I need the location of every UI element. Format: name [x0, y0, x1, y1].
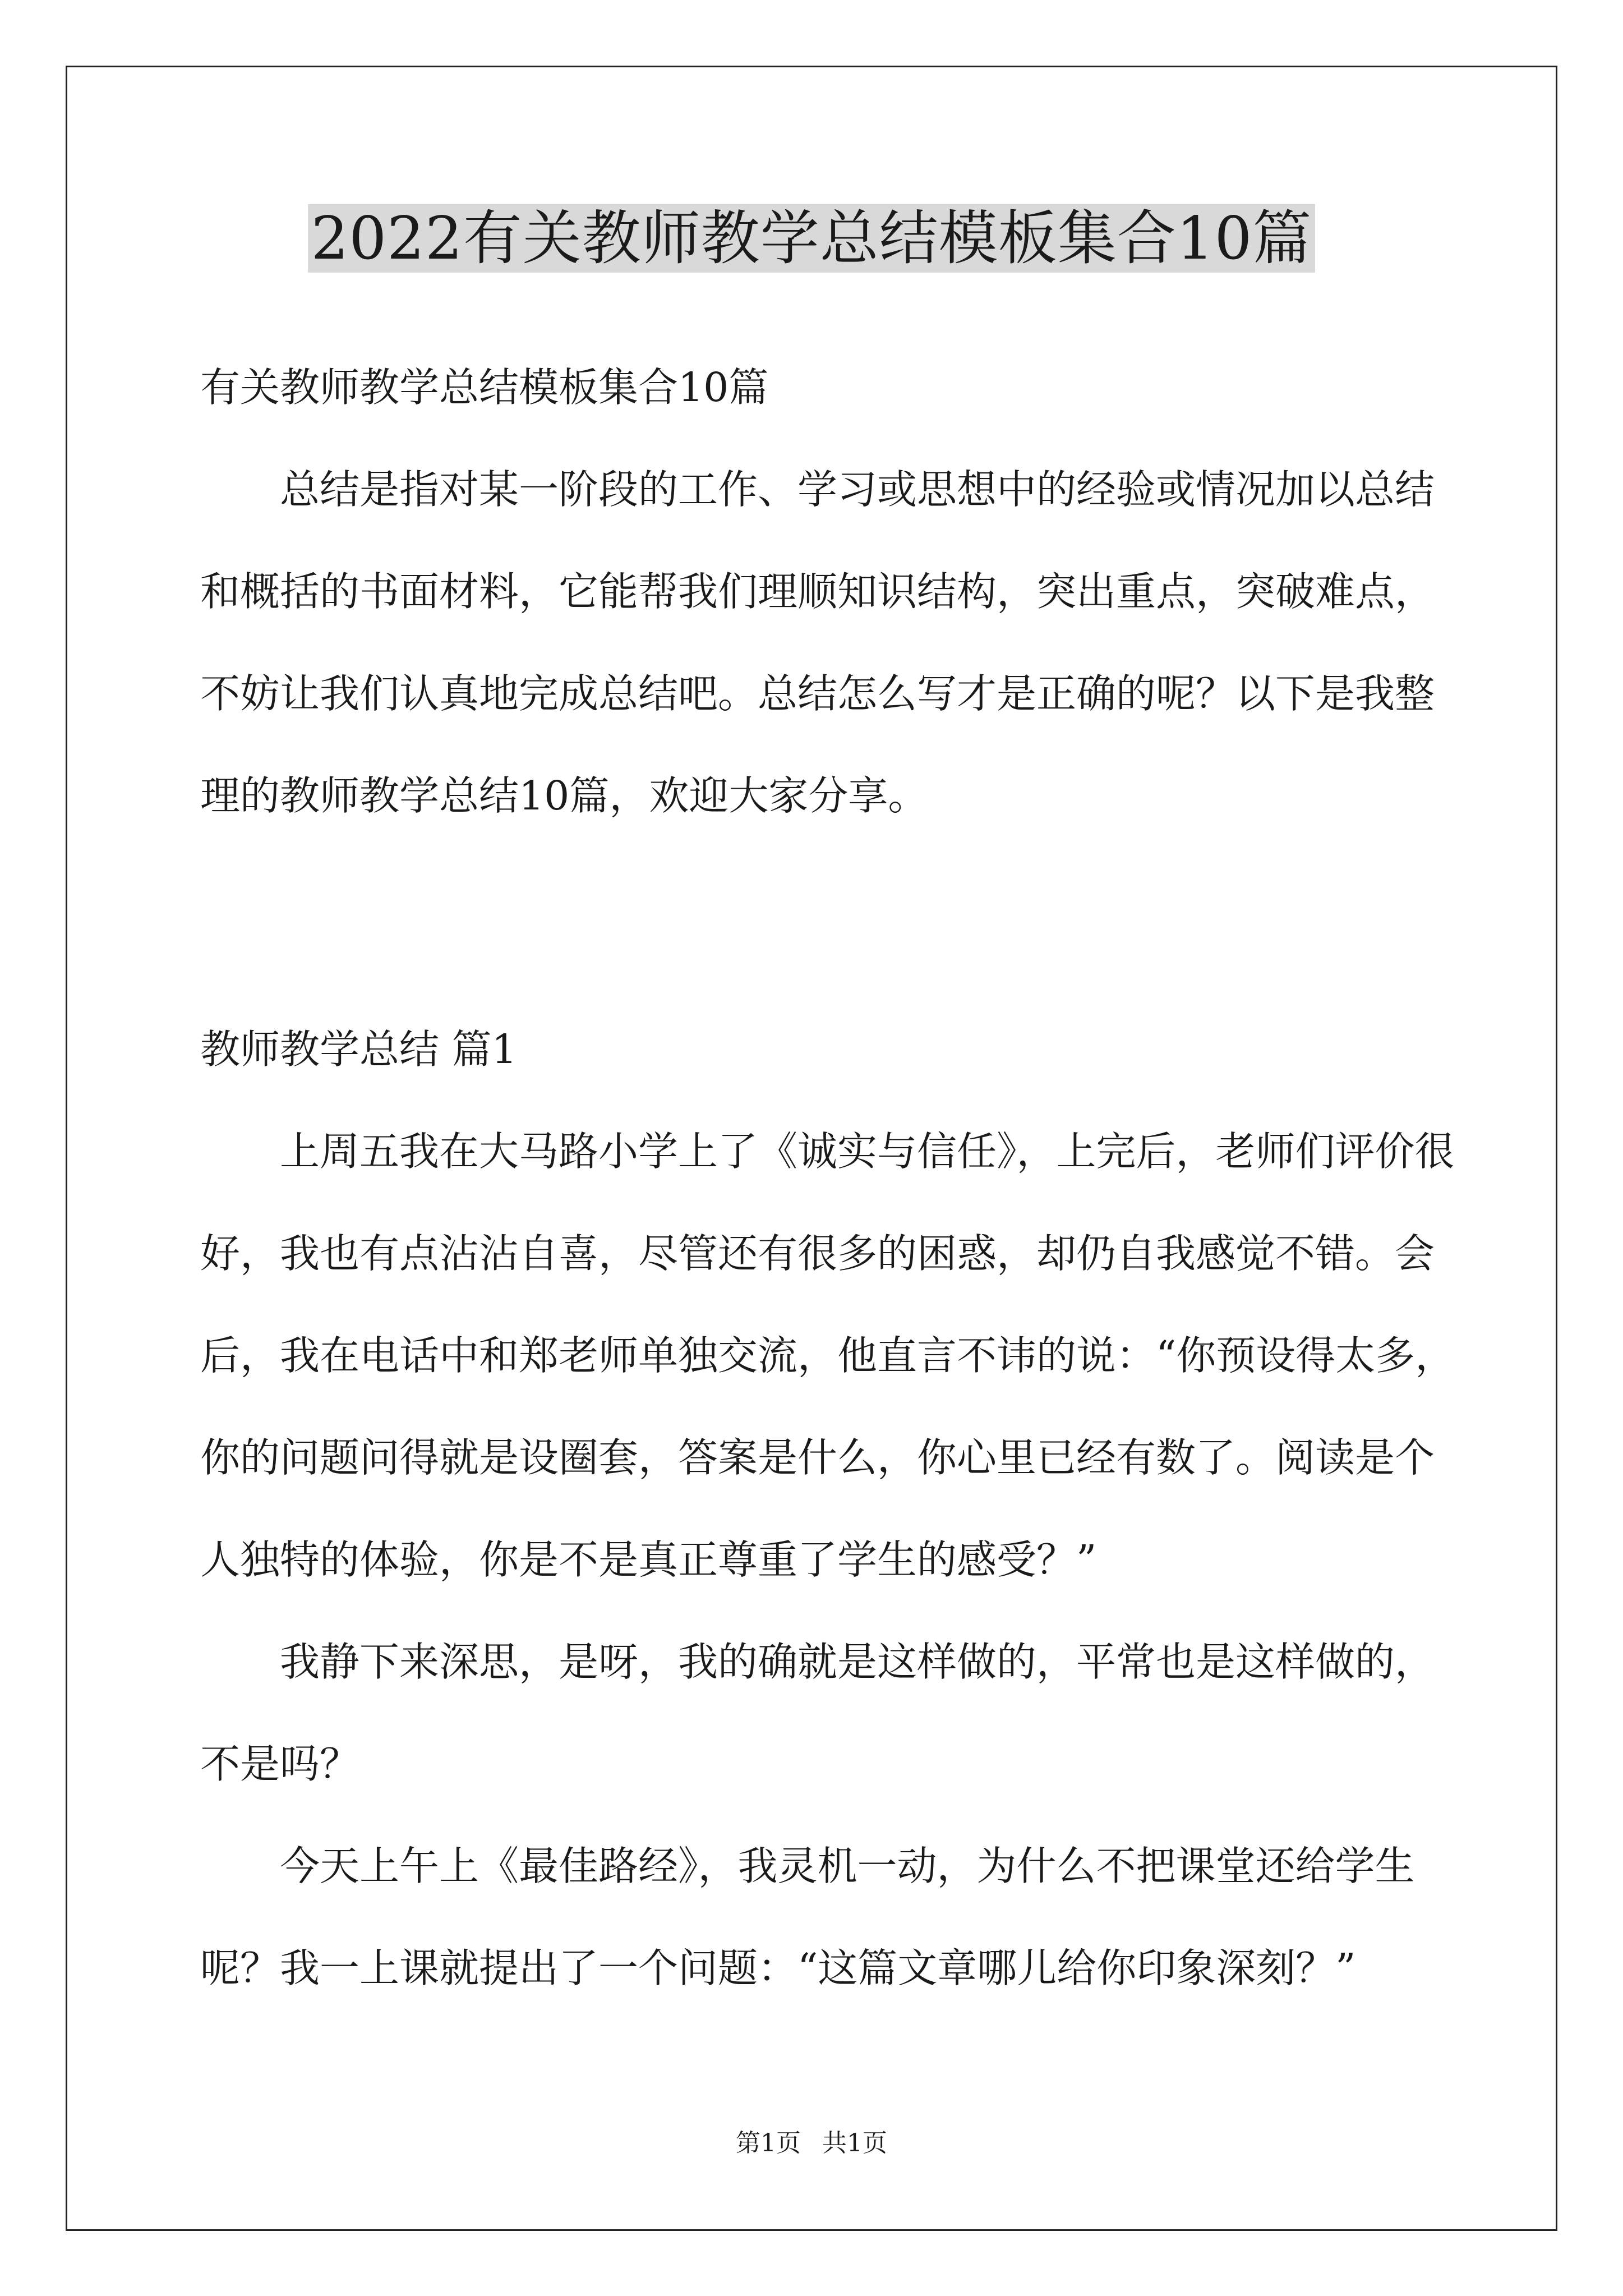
- document-body: [200, 337, 1462, 847]
- intro-paragraph: 总结是指对某一阶段的工作、学习或思想中的经验或情况加以总结和概括的书面材料，它能帮我们理顺知识结构，突出重点，突破难点，不妨让我们认真地完成总结吧。总结怎么写才是正确的呢？以下是我整理的教师教学总结10篇，欢迎大家分享。: [200, 466, 1435, 819]
- page-total: 共1页: [822, 2129, 887, 2157]
- page-footer: [0, 2127, 1623, 2160]
- body-paragraph: 我静下来深思，是呀，我的确就是这样做的，平常也是这样做的，不是吗？: [200, 1639, 1435, 1787]
- body-paragraph: 今天上午上《最佳路经》，我灵机一动，为什么不把课堂还给学生呢？我一上课就提出了一个问题：“这篇文章哪儿给你印象深刻？”: [200, 1843, 1415, 1991]
- document-title-text: 2022有关教师教学总结模板集合10篇: [308, 204, 1316, 273]
- section-1: [200, 999, 1462, 2019]
- page-number: 第1页: [736, 2129, 801, 2157]
- section-heading: 教师教学总结 篇1: [200, 1026, 517, 1073]
- document-title: [0, 199, 1623, 278]
- document-subtitle: 有关教师教学总结模板集合10篇: [200, 364, 769, 411]
- body-paragraph: 上周五我在大马路小学上了《诚实与信任》，上完后，老师们评价很好，我也有点沾沾自喜，尽管还有很多的困惑，却仍自我感觉不错。会后，我在电话中和郑老师单独交流，他直言不讳的说：“你预设得太多，你的问题问得就是设圈套，答案是什么，你心里已经有数了。阅读是个人独特的体验，你是不是真正尊重了学生的感受？”: [200, 1128, 1455, 1583]
